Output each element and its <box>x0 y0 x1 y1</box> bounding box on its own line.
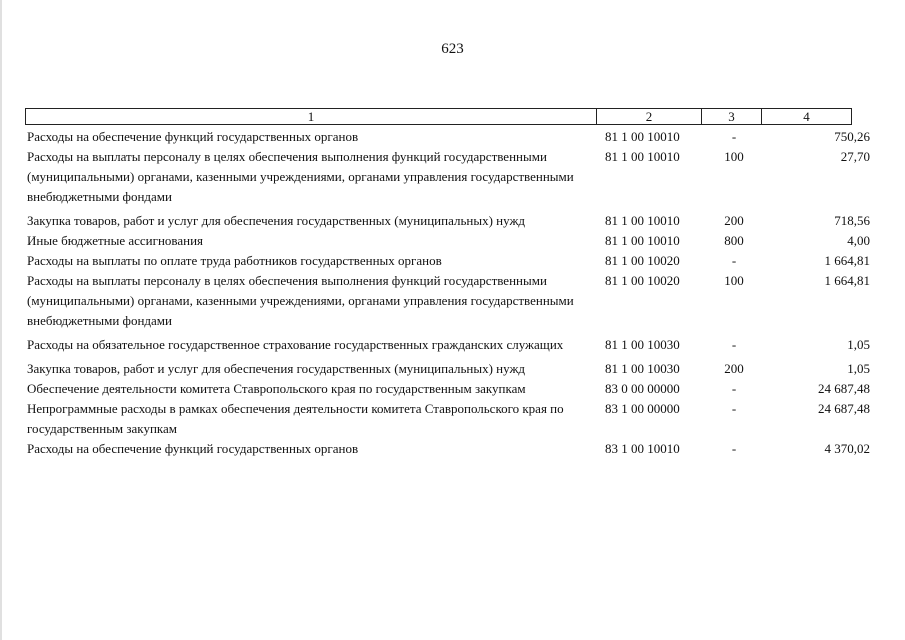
row-name: Закупка товаров, работ и услуг для обеспечения государственных (муниципальных) нужд <box>27 361 526 376</box>
row-sum: 24 687,48 <box>818 381 870 396</box>
row-code: 81 1 00 10030 <box>605 337 680 352</box>
row-code: 81 1 00 10010 <box>605 233 680 248</box>
row-vr: - <box>731 441 737 456</box>
table-header <box>25 108 852 125</box>
row-name: Расходы на выплаты персоналу в целях обеспечения выполнения функций государственными (муниципальными) органами, казенными учреждениями, органами управления государственными внебюджетными фондами <box>27 149 574 204</box>
row-vr: - <box>731 253 737 268</box>
header-col-4: 4 <box>803 109 810 124</box>
table-row <box>27 379 872 399</box>
table-row <box>27 211 872 231</box>
row-vr: 200 <box>724 361 744 376</box>
row-code: 83 1 00 10010 <box>605 441 680 456</box>
row-vr: - <box>731 381 737 396</box>
scan-edge <box>0 0 2 640</box>
row-code: 81 1 00 10020 <box>605 253 680 268</box>
row-vr: 800 <box>724 233 744 248</box>
row-sum: 1 664,81 <box>824 253 870 268</box>
row-vr: 100 <box>724 273 744 288</box>
header-col-3: 3 <box>728 109 735 124</box>
row-sum: 1,05 <box>847 337 870 352</box>
row-name: Расходы на выплаты по оплате труда работников государственных органов <box>27 253 442 268</box>
header-col-2: 2 <box>645 109 653 124</box>
table-row <box>27 251 872 271</box>
table-row <box>27 399 872 439</box>
table-body <box>27 127 872 459</box>
row-vr: 100 <box>724 149 744 164</box>
row-name: Расходы на выплаты персоналу в целях обеспечения выполнения функций государственными (муниципальными) органами, казенными учреждениями, органами управления государственными внебюджетными фондами <box>27 273 574 328</box>
row-name: Расходы на обязательное государственное страхование государственных гражданских служащих <box>27 337 564 352</box>
table-row <box>27 147 872 207</box>
table-row <box>27 335 872 355</box>
table-row <box>27 439 872 459</box>
table-row <box>27 127 872 147</box>
row-code: 81 1 00 10010 <box>605 129 680 144</box>
header-col-1: 1 <box>307 109 315 124</box>
row-code: 83 0 00 00000 <box>605 381 680 396</box>
row-name: Обеспечение деятельности комитета Ставропольского края по государственным закупкам <box>27 381 526 396</box>
page-number: 623 <box>441 41 464 57</box>
row-vr: - <box>731 337 737 352</box>
row-name: Расходы на обеспечение функций государственных органов <box>27 129 359 144</box>
row-sum: 718,56 <box>834 213 870 228</box>
row-code: 81 1 00 10010 <box>605 149 680 164</box>
row-name: Расходы на обеспечение функций государственных органов <box>27 441 359 456</box>
row-name: Закупка товаров, работ и услуг для обеспечения государственных (муниципальных) нужд <box>27 213 526 228</box>
row-vr: - <box>731 129 737 144</box>
row-sum: 4,00 <box>847 233 870 248</box>
row-code: 81 1 00 10020 <box>605 273 680 288</box>
row-code: 81 1 00 10030 <box>605 361 680 376</box>
row-code: 81 1 00 10010 <box>605 213 680 228</box>
row-sum: 750,26 <box>834 129 870 144</box>
row-sum: 24 687,48 <box>818 401 870 416</box>
table-row <box>27 271 872 331</box>
row-sum: 27,70 <box>840 149 870 164</box>
row-sum: 1,05 <box>847 361 870 376</box>
row-code: 83 1 00 00000 <box>605 401 680 416</box>
row-vr: 200 <box>724 213 744 228</box>
row-sum: 4 370,02 <box>824 441 870 456</box>
row-name: Иные бюджетные ассигнования <box>27 233 204 248</box>
row-name: Непрограммные расходы в рамках обеспечения деятельности комитета Ставропольского края по государственным закупкам <box>27 401 564 436</box>
table-row <box>27 231 872 251</box>
row-sum: 1 664,81 <box>824 273 870 288</box>
table-row <box>27 359 872 379</box>
row-vr: - <box>731 401 737 416</box>
